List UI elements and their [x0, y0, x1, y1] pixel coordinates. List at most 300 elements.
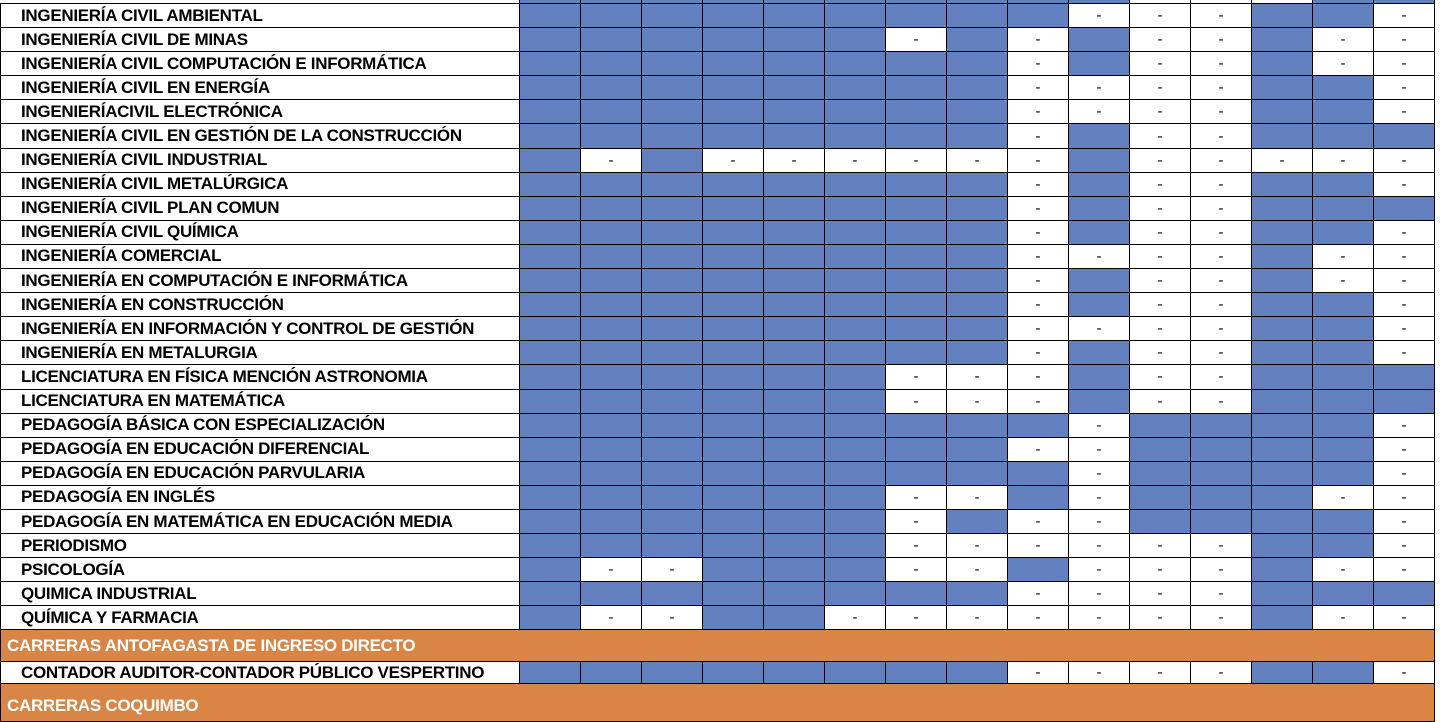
career-row-7-cell-empty: - [1191, 149, 1252, 173]
career-name: INGENIERÍA CIVIL AMBIENTAL [0, 4, 520, 28]
career-row-11-cell-marked [947, 245, 1008, 269]
career-row-4-cell-empty: - [1191, 76, 1252, 100]
career-row-10-cell-marked [947, 221, 1008, 245]
career-row-24-cell-marked [764, 558, 825, 582]
career-row-15-cell-marked [1252, 341, 1313, 365]
career-row-22-cell-marked [1252, 510, 1313, 534]
career-row-26-cell-empty: - [886, 606, 947, 630]
career-row-25-cell-empty: - [1130, 582, 1191, 606]
career-row-21-cell-marked [1008, 486, 1069, 510]
career-row-11-cell-marked [520, 245, 581, 269]
career-row-3-cell-marked [825, 52, 886, 76]
career-row-4-cell-empty: - [1008, 76, 1069, 100]
career-row-23-cell-marked [1313, 534, 1374, 558]
career-row-26-cell-empty: - [642, 606, 703, 630]
career-row-21-cell-empty: - [1313, 486, 1374, 510]
section-header-coquimbo: CARRERAS COQUIMBO [0, 684, 1435, 722]
career-row-9-cell-marked [886, 197, 947, 221]
career-row-21-cell-marked [520, 486, 581, 510]
career-row-13-cell-marked [1252, 293, 1313, 317]
career-row-13-cell-marked [947, 293, 1008, 317]
career-row-10-cell-marked [520, 221, 581, 245]
career-name: PEDAGOGÍA EN MATEMÁTICA EN EDUCACIÓN MEDIA [0, 510, 520, 534]
career-row-18-cell-marked [1130, 414, 1191, 438]
career-row-4-cell-marked [1252, 76, 1313, 100]
career-row-8-cell-empty: - [1191, 173, 1252, 197]
career-row-21-cell-marked [1130, 486, 1191, 510]
career-row-24-cell-empty: - [642, 558, 703, 582]
career-row-15-cell-empty: - [1374, 341, 1435, 365]
career-row-12-cell-marked [1252, 269, 1313, 293]
career-row-23-cell-empty: - [1069, 534, 1130, 558]
career-row-7-cell-empty: - [1252, 149, 1313, 173]
direct-row-1-cell-marked [520, 662, 581, 684]
career-row-14-cell-marked [1252, 317, 1313, 341]
career-row-13-cell-marked [581, 293, 642, 317]
career-row-25-cell-marked [520, 582, 581, 606]
career-row-1-cell-marked [1008, 4, 1069, 28]
career-row-20-cell-marked [642, 462, 703, 486]
direct-row-1-cell-marked [703, 662, 764, 684]
career-row-8-cell-marked [642, 173, 703, 197]
career-row-7-cell-empty: - [1374, 149, 1435, 173]
career-row-7-cell-marked [642, 149, 703, 173]
career-row-14-cell-marked [825, 317, 886, 341]
career-row-12-cell-marked [581, 269, 642, 293]
career-row-15-cell-empty: - [1008, 341, 1069, 365]
career-row-24-cell-empty: - [1374, 558, 1435, 582]
career-row-8-cell-marked [703, 173, 764, 197]
career-row-17-cell-marked [1374, 390, 1435, 414]
career-row-17-cell-marked [1313, 390, 1374, 414]
career-row-8-cell-marked [1069, 173, 1130, 197]
career-row-11-cell-empty: - [1130, 245, 1191, 269]
career-row-17-cell-empty: - [1130, 390, 1191, 414]
career-row-6-cell-marked [1252, 124, 1313, 148]
career-name: INGENIERÍA CIVIL INDUSTRIAL [0, 149, 520, 173]
career-name: PEDAGOGÍA EN EDUCACIÓN DIFERENCIAL [0, 438, 520, 462]
direct-row-1-cell-marked [764, 662, 825, 684]
career-row-25-cell-empty: - [1008, 582, 1069, 606]
career-row-24-cell-empty: - [886, 558, 947, 582]
career-name: QUIMICA INDUSTRIAL [0, 582, 520, 606]
career-row-9-cell-marked [520, 197, 581, 221]
career-row-23-cell-marked [581, 534, 642, 558]
career-row-5-cell-marked [764, 100, 825, 124]
career-row-22-cell-marked [703, 510, 764, 534]
career-row-8-cell-marked [947, 173, 1008, 197]
career-row-19-cell-marked [642, 438, 703, 462]
career-row-3-cell-marked [886, 52, 947, 76]
career-row-19-cell-empty: - [1374, 438, 1435, 462]
career-row-3-cell-marked [642, 52, 703, 76]
career-row-23-cell-empty: - [947, 534, 1008, 558]
career-row-22-cell-empty: - [886, 510, 947, 534]
career-row-6-cell-empty: - [1191, 124, 1252, 148]
career-row-5-cell-empty: - [1191, 100, 1252, 124]
career-row-1-cell-marked [886, 4, 947, 28]
career-row-17-cell-marked [1069, 390, 1130, 414]
career-row-7-cell-empty: - [1130, 149, 1191, 173]
career-row-13-cell-marked [703, 293, 764, 317]
career-row-12-cell-marked [520, 269, 581, 293]
career-row-6-cell-marked [581, 124, 642, 148]
career-row-19-cell-marked [825, 438, 886, 462]
career-row-14-cell-marked [581, 317, 642, 341]
career-row-10-cell-marked [581, 221, 642, 245]
career-row-14-cell-empty: - [1374, 317, 1435, 341]
career-row-8-cell-empty: - [1008, 173, 1069, 197]
career-row-19-cell-marked [520, 438, 581, 462]
career-row-18-cell-marked [642, 414, 703, 438]
career-row-17-cell-marked [642, 390, 703, 414]
career-row-19-cell-empty: - [1008, 438, 1069, 462]
career-row-5-cell-empty: - [1130, 100, 1191, 124]
career-row-16-cell-empty: - [1191, 365, 1252, 389]
career-row-12-cell-marked [1069, 269, 1130, 293]
career-row-12-cell-marked [764, 269, 825, 293]
career-row-24-cell-empty: - [1313, 558, 1374, 582]
career-row-2-cell-marked [703, 28, 764, 52]
career-row-26-cell-marked [1252, 606, 1313, 630]
career-row-20-cell-empty: - [1069, 462, 1130, 486]
career-row-15-cell-marked [581, 341, 642, 365]
career-row-3-cell-empty: - [1313, 52, 1374, 76]
career-row-16-cell-marked [703, 365, 764, 389]
career-row-4-cell-marked [642, 76, 703, 100]
career-row-26-cell-marked [764, 606, 825, 630]
career-row-12-cell-marked [703, 269, 764, 293]
career-row-11-cell-marked [703, 245, 764, 269]
career-row-6-cell-marked [520, 124, 581, 148]
career-row-7-cell-empty: - [764, 149, 825, 173]
career-row-15-cell-marked [520, 341, 581, 365]
career-row-17-cell-empty: - [1008, 390, 1069, 414]
career-row-14-cell-empty: - [1191, 317, 1252, 341]
career-row-20-cell-marked [1191, 462, 1252, 486]
career-row-18-cell-marked [1313, 414, 1374, 438]
career-row-24-cell-empty: - [947, 558, 1008, 582]
career-row-4-cell-marked [825, 76, 886, 100]
career-row-18-cell-marked [886, 414, 947, 438]
career-row-24-cell-empty: - [1130, 558, 1191, 582]
career-row-25-cell-empty: - [1069, 582, 1130, 606]
career-row-13-cell-empty: - [1374, 293, 1435, 317]
career-row-22-cell-empty: - [1069, 510, 1130, 534]
career-row-17-cell-marked [703, 390, 764, 414]
career-row-12-cell-marked [642, 269, 703, 293]
career-row-19-cell-marked [1313, 438, 1374, 462]
career-row-8-cell-marked [825, 173, 886, 197]
direct-row-1-cell-marked [642, 662, 703, 684]
career-name: INGENIERÍA CIVIL EN ENERGÍA [0, 76, 520, 100]
career-row-11-cell-empty: - [1374, 245, 1435, 269]
career-row-6-cell-empty: - [1130, 124, 1191, 148]
career-row-19-cell-marked [1130, 438, 1191, 462]
career-row-16-cell-marked [581, 365, 642, 389]
direct-row-1-cell-empty: - [1130, 662, 1191, 684]
career-row-15-cell-marked [642, 341, 703, 365]
career-name: INGENIERÍA CIVIL METALÚRGICA [0, 173, 520, 197]
career-row-1-cell-marked [1252, 4, 1313, 28]
career-row-2-cell-empty: - [1008, 28, 1069, 52]
career-row-16-cell-empty: - [1130, 365, 1191, 389]
career-row-24-cell-marked [1252, 558, 1313, 582]
career-row-23-cell-empty: - [1374, 534, 1435, 558]
career-row-20-cell-marked [520, 462, 581, 486]
career-name: PEDAGOGÍA EN INGLÉS [0, 486, 520, 510]
career-row-2-cell-marked [1069, 28, 1130, 52]
direct-row-1-cell-marked [1313, 662, 1374, 684]
career-row-22-cell-marked [1313, 510, 1374, 534]
career-row-21-cell-empty: - [1374, 486, 1435, 510]
career-row-9-cell-marked [1374, 197, 1435, 221]
career-row-19-cell-marked [703, 438, 764, 462]
career-row-20-cell-marked [886, 462, 947, 486]
career-row-20-cell-marked [581, 462, 642, 486]
career-row-19-cell-marked [1191, 438, 1252, 462]
career-row-12-cell-empty: - [1374, 269, 1435, 293]
career-row-14-cell-empty: - [1130, 317, 1191, 341]
career-row-15-cell-marked [825, 341, 886, 365]
career-row-17-cell-empty: - [886, 390, 947, 414]
career-row-23-cell-marked [703, 534, 764, 558]
career-row-24-cell-marked [825, 558, 886, 582]
career-row-20-cell-marked [947, 462, 1008, 486]
career-row-2-cell-empty: - [1374, 28, 1435, 52]
career-name: QUÍMICA Y FARMACIA [0, 606, 520, 630]
career-row-21-cell-marked [1252, 486, 1313, 510]
career-name: INGENIERÍA EN METALURGIA [0, 341, 520, 365]
career-row-8-cell-marked [520, 173, 581, 197]
career-name: INGENIERÍA EN COMPUTACIÓN E INFORMÁTICA [0, 269, 520, 293]
career-row-25-cell-marked [947, 582, 1008, 606]
direct-row-1-cell-empty: - [1069, 662, 1130, 684]
direct-row-1-cell-empty: - [1374, 662, 1435, 684]
career-row-1-cell-empty: - [1069, 4, 1130, 28]
career-row-14-cell-marked [947, 317, 1008, 341]
career-row-26-cell-empty: - [1008, 606, 1069, 630]
direct-row-1-cell-empty: - [1191, 662, 1252, 684]
career-row-26-cell-empty: - [1069, 606, 1130, 630]
career-row-3-cell-marked [764, 52, 825, 76]
career-row-7-cell-empty: - [1008, 149, 1069, 173]
career-row-11-cell-empty: - [1191, 245, 1252, 269]
career-row-16-cell-empty: - [947, 365, 1008, 389]
career-row-22-cell-marked [1191, 510, 1252, 534]
career-name: LICENCIATURA EN MATEMÁTICA [0, 390, 520, 414]
career-row-26-cell-marked [703, 606, 764, 630]
career-name: PERIODISMO [0, 534, 520, 558]
career-row-10-cell-empty: - [1191, 221, 1252, 245]
career-row-9-cell-marked [825, 197, 886, 221]
career-row-2-cell-marked [764, 28, 825, 52]
career-row-1-cell-marked [703, 4, 764, 28]
career-row-4-cell-empty: - [1374, 76, 1435, 100]
career-row-3-cell-empty: - [1191, 52, 1252, 76]
career-row-9-cell-empty: - [1191, 197, 1252, 221]
career-row-19-cell-marked [886, 438, 947, 462]
direct-row-1-cell-marked [947, 662, 1008, 684]
career-row-5-cell-marked [703, 100, 764, 124]
career-row-18-cell-marked [1252, 414, 1313, 438]
career-row-17-cell-marked [825, 390, 886, 414]
career-row-20-cell-marked [825, 462, 886, 486]
career-row-26-cell-empty: - [581, 606, 642, 630]
direct-row-1-cell-marked [886, 662, 947, 684]
career-name: INGENIERÍA COMERCIAL [0, 245, 520, 269]
career-row-11-cell-marked [581, 245, 642, 269]
career-row-23-cell-empty: - [886, 534, 947, 558]
career-row-2-cell-empty: - [1313, 28, 1374, 52]
career-row-24-cell-marked [520, 558, 581, 582]
career-row-8-cell-marked [1313, 173, 1374, 197]
career-row-13-cell-marked [1313, 293, 1374, 317]
career-row-16-cell-marked [520, 365, 581, 389]
career-row-8-cell-empty: - [1374, 173, 1435, 197]
career-name: PEDAGOGÍA BÁSICA CON ESPECIALIZACIÓN [0, 414, 520, 438]
career-row-17-cell-marked [764, 390, 825, 414]
career-row-25-cell-marked [886, 582, 947, 606]
career-row-4-cell-marked [703, 76, 764, 100]
career-row-1-cell-marked [825, 4, 886, 28]
career-row-3-cell-marked [947, 52, 1008, 76]
direct-row-1-cell-marked [1252, 662, 1313, 684]
career-row-7-cell-empty: - [1313, 149, 1374, 173]
career-row-13-cell-marked [520, 293, 581, 317]
career-row-11-cell-marked [642, 245, 703, 269]
career-row-2-cell-marked [825, 28, 886, 52]
career-row-3-cell-empty: - [1374, 52, 1435, 76]
career-row-22-cell-marked [520, 510, 581, 534]
career-row-22-cell-marked [947, 510, 1008, 534]
career-row-15-cell-marked [886, 341, 947, 365]
career-row-23-cell-marked [764, 534, 825, 558]
career-name: INGENIERÍA CIVIL DE MINAS [0, 28, 520, 52]
career-row-1-cell-empty: - [1191, 4, 1252, 28]
career-row-16-cell-empty: - [1008, 365, 1069, 389]
career-row-3-cell-empty: - [1130, 52, 1191, 76]
career-row-22-cell-marked [581, 510, 642, 534]
career-row-2-cell-empty: - [886, 28, 947, 52]
career-row-14-cell-marked [1313, 317, 1374, 341]
career-row-13-cell-empty: - [1130, 293, 1191, 317]
career-row-22-cell-marked [1130, 510, 1191, 534]
career-row-2-cell-marked [947, 28, 1008, 52]
career-row-17-cell-marked [581, 390, 642, 414]
career-name: INGENIERÍA CIVIL PLAN COMUN [0, 197, 520, 221]
career-row-9-cell-marked [642, 197, 703, 221]
career-row-3-cell-empty: - [1008, 52, 1069, 76]
career-row-2-cell-marked [1252, 28, 1313, 52]
career-row-23-cell-marked [825, 534, 886, 558]
career-row-7-cell-empty: - [886, 149, 947, 173]
career-row-23-cell-empty: - [1130, 534, 1191, 558]
career-row-5-cell-marked [1252, 100, 1313, 124]
career-row-14-cell-marked [886, 317, 947, 341]
career-row-25-cell-marked [1313, 582, 1374, 606]
career-row-1-cell-marked [947, 4, 1008, 28]
career-row-5-cell-marked [642, 100, 703, 124]
career-row-21-cell-empty: - [1069, 486, 1130, 510]
career-row-24-cell-empty: - [1191, 558, 1252, 582]
career-row-23-cell-empty: - [1008, 534, 1069, 558]
career-row-5-cell-marked [581, 100, 642, 124]
career-row-4-cell-marked [764, 76, 825, 100]
direct-row-1-cell-marked [825, 662, 886, 684]
career-row-11-cell-marked [764, 245, 825, 269]
career-row-15-cell-marked [947, 341, 1008, 365]
career-row-13-cell-marked [1069, 293, 1130, 317]
career-row-12-cell-marked [886, 269, 947, 293]
career-row-1-cell-marked [520, 4, 581, 28]
career-row-15-cell-empty: - [1130, 341, 1191, 365]
career-row-20-cell-marked [1130, 462, 1191, 486]
career-row-13-cell-marked [642, 293, 703, 317]
career-row-21-cell-marked [1191, 486, 1252, 510]
career-row-4-cell-marked [581, 76, 642, 100]
career-row-25-cell-empty: - [1191, 582, 1252, 606]
career-name: INGENIERÍA CIVIL COMPUTACIÓN E INFORMÁTICA [0, 52, 520, 76]
career-row-19-cell-marked [947, 438, 1008, 462]
career-name: INGENIERÍA CIVIL QUÍMICA [0, 221, 520, 245]
career-row-1-cell-empty: - [1130, 4, 1191, 28]
career-row-23-cell-marked [520, 534, 581, 558]
career-row-10-cell-marked [825, 221, 886, 245]
career-row-6-cell-marked [1374, 124, 1435, 148]
career-row-22-cell-empty: - [1008, 510, 1069, 534]
career-row-14-cell-marked [764, 317, 825, 341]
career-row-2-cell-empty: - [1130, 28, 1191, 52]
career-row-24-cell-empty: - [581, 558, 642, 582]
career-row-1-cell-marked [642, 4, 703, 28]
career-row-3-cell-marked [1069, 52, 1130, 76]
career-row-25-cell-marked [825, 582, 886, 606]
career-row-20-cell-marked [1252, 462, 1313, 486]
career-row-14-cell-marked [642, 317, 703, 341]
career-row-9-cell-empty: - [1130, 197, 1191, 221]
direct-row-1-cell-empty: - [1008, 662, 1069, 684]
career-row-16-cell-marked [1069, 365, 1130, 389]
career-row-22-cell-marked [642, 510, 703, 534]
career-row-8-cell-marked [886, 173, 947, 197]
career-row-6-cell-marked [1313, 124, 1374, 148]
career-row-25-cell-marked [642, 582, 703, 606]
career-row-12-cell-empty: - [1008, 269, 1069, 293]
career-row-22-cell-marked [764, 510, 825, 534]
career-row-25-cell-marked [764, 582, 825, 606]
career-row-18-cell-marked [581, 414, 642, 438]
career-row-11-cell-empty: - [1313, 245, 1374, 269]
career-row-9-cell-marked [703, 197, 764, 221]
career-row-10-cell-empty: - [1008, 221, 1069, 245]
career-row-15-cell-marked [1069, 341, 1130, 365]
career-row-8-cell-marked [581, 173, 642, 197]
career-row-6-cell-marked [825, 124, 886, 148]
career-row-11-cell-empty: - [1069, 245, 1130, 269]
career-row-14-cell-empty: - [1069, 317, 1130, 341]
career-row-4-cell-marked [886, 76, 947, 100]
career-row-7-cell-empty: - [825, 149, 886, 173]
career-row-6-cell-marked [886, 124, 947, 148]
career-row-9-cell-marked [1252, 197, 1313, 221]
career-row-17-cell-marked [1252, 390, 1313, 414]
career-row-10-cell-marked [764, 221, 825, 245]
career-row-21-cell-marked [825, 486, 886, 510]
career-row-12-cell-empty: - [1313, 269, 1374, 293]
career-row-1-cell-marked [764, 4, 825, 28]
section-header-antofagasta: CARRERAS ANTOFAGASTA DE INGRESO DIRECTO [0, 630, 1435, 662]
